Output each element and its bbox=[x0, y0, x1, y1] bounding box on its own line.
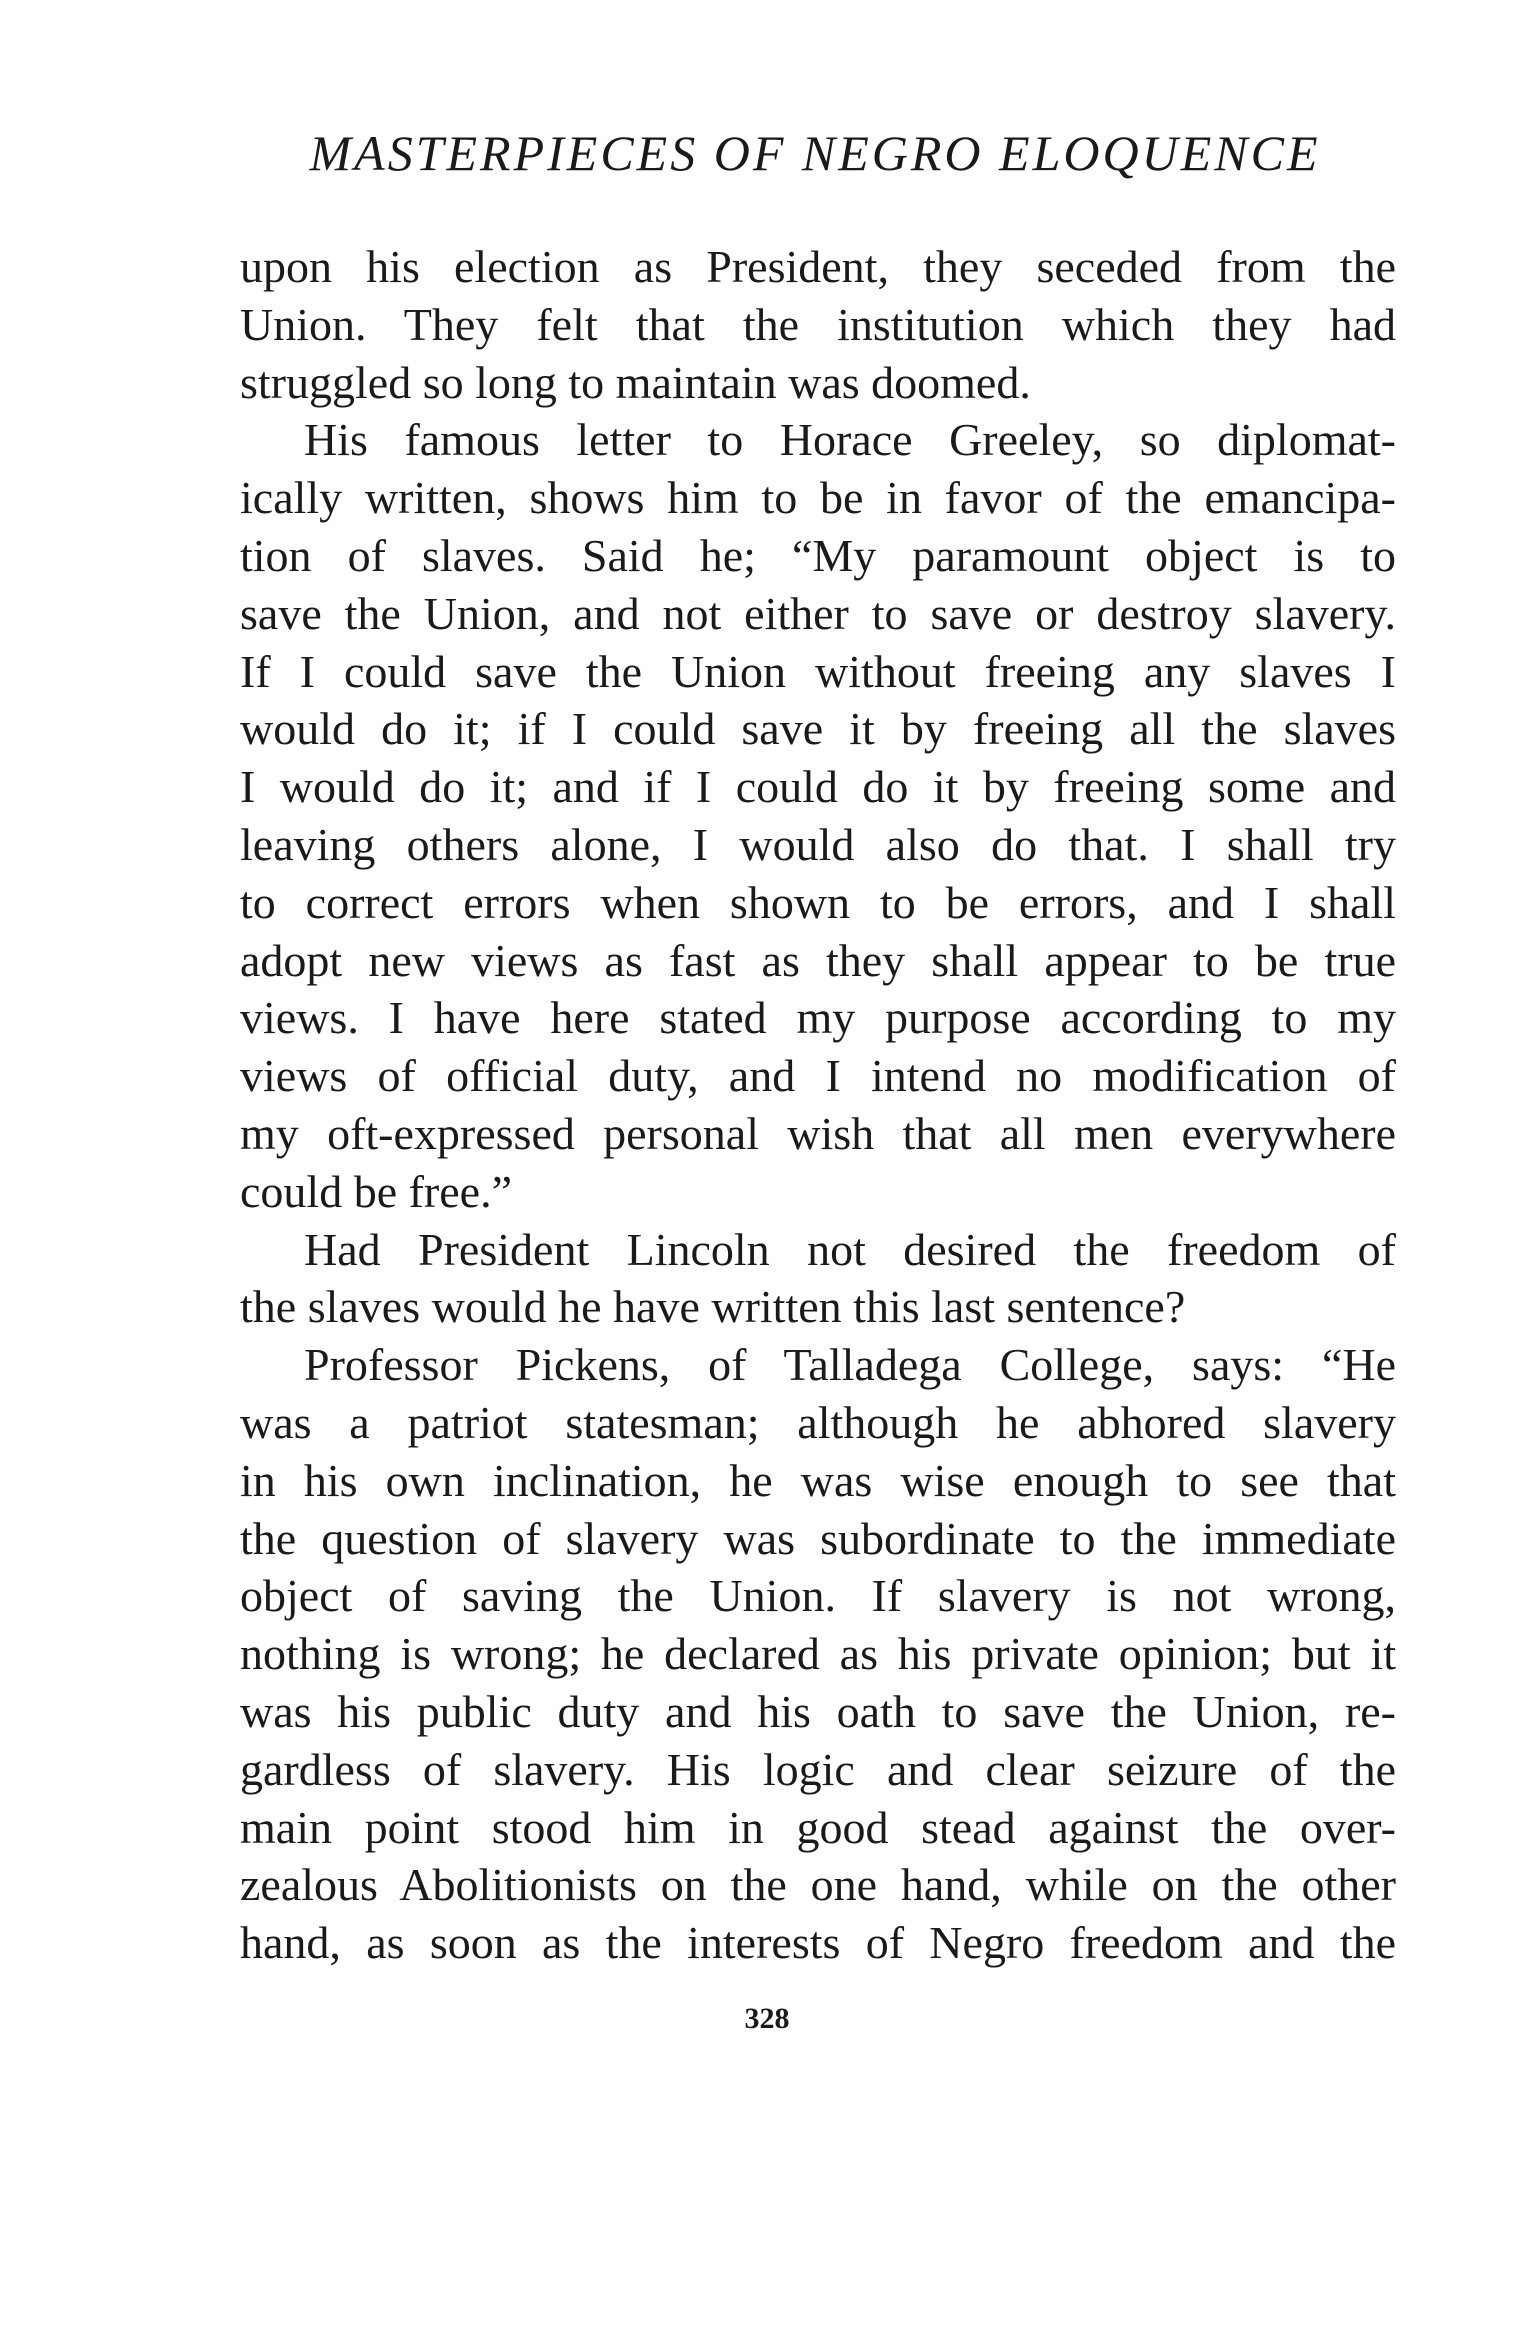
text-line: could be free.” bbox=[240, 1165, 513, 1217]
text-line: struggled so long to maintain was doomed. bbox=[240, 356, 1031, 408]
text-line: leaving others alone, I would also do that. I shall try bbox=[240, 818, 1396, 870]
text-line: the question of slavery was subordinate to the immediate bbox=[240, 1512, 1396, 1564]
text-line: tion of slaves. Said he; “My paramount object is to bbox=[240, 529, 1396, 581]
text-line: If I could save the Union without freeing any slaves I bbox=[240, 645, 1396, 697]
text-line: ically written, shows him to be in favor of the emancipa- bbox=[240, 472, 1396, 524]
text-line: in his own inclination, he was wise enough to see that bbox=[240, 1454, 1396, 1506]
text-line: I would do it; and if I could do it by freeing some and bbox=[240, 761, 1396, 813]
text-line: object of saving the Union. If slavery is not wrong, bbox=[240, 1570, 1396, 1622]
text-line: to correct errors when shown to be errors, and I shall bbox=[240, 876, 1396, 928]
text-line: zealous Abolitionists on the one hand, while on the other bbox=[240, 1859, 1396, 1911]
text-line: nothing is wrong; he declared as his private opinion; but it bbox=[240, 1628, 1396, 1680]
text-line: Union. They felt that the institution which they had bbox=[240, 298, 1396, 350]
text-line: gardless of slavery. His logic and clear seizure of the bbox=[240, 1743, 1396, 1795]
text-line: save the Union, and not either to save or destroy slavery. bbox=[240, 587, 1396, 639]
page-number: 328 bbox=[744, 2002, 790, 2035]
body-text bbox=[240, 238, 1396, 1972]
text-line: Had President Lincoln not desired the freedom of bbox=[304, 1223, 1396, 1275]
text-line: main point stood him in good stead against the over- bbox=[240, 1801, 1396, 1853]
text-line: would do it; if I could save it by freeing all the slaves bbox=[240, 703, 1396, 755]
text-line: was a patriot statesman; although he abhored slavery bbox=[240, 1396, 1396, 1448]
text-line: my oft-expressed personal wish that all men everywhere bbox=[240, 1107, 1396, 1159]
text-line: views. I have here stated my purpose according to my bbox=[240, 992, 1396, 1044]
text-line: upon his election as President, they seceded from the bbox=[240, 241, 1396, 292]
text-line: Professor Pickens, of Talladega College, says: “He bbox=[304, 1339, 1396, 1391]
text-line: hand, as soon as the interests of Negro freedom and the bbox=[240, 1917, 1396, 1969]
text-line: was his public duty and his oath to save the Union, re- bbox=[240, 1685, 1396, 1737]
running-head: MASTERPIECES OF NEGRO ELOQUENCE bbox=[309, 125, 1321, 181]
text-line: views of official duty, and I intend no modification of bbox=[240, 1050, 1396, 1102]
text-line: adopt new views as fast as they shall appear to be true bbox=[240, 934, 1396, 986]
text-line: His famous letter to Horace Greeley, so diplomat- bbox=[304, 414, 1396, 466]
text-line: the slaves would he have written this last sentence? bbox=[240, 1281, 1186, 1333]
